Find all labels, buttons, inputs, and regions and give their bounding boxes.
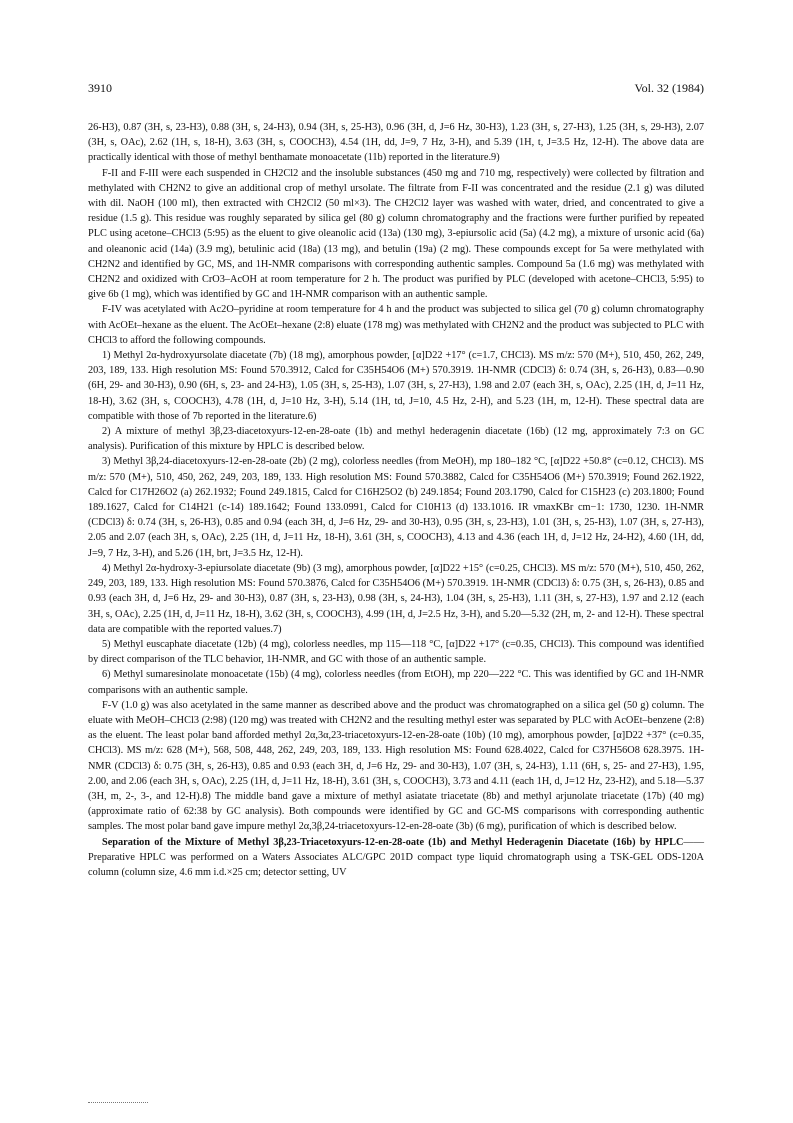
article-body [88, 120, 704, 880]
paragraph: 26-H3), 0.87 (3H, s, 23-H3), 0.88 (3H, s, 24-H3), 0.94 (3H, s, 25-H3), 0.96 (3H, d, J=6 Hz, 30-H3), 1.23 (3H, s, 27-H3), 1.25 (3H, s, 29-H3), 2.07 (3H, s, OAc), 2.62 (1H, s, 18-H), 3.63 (3H, s, COOCH3), 4.54 (1H, dd, J=9, 7 Hz, 3-H), and 5.39 (1H, t, J=3.5 Hz, 12-H). The above data are practically identical with those of methyl benthamate monoacetate (11b) reported in the literature.9) [88, 122, 704, 164]
page-number: 3910 [88, 81, 112, 95]
paragraph: 6) Methyl sumaresinolate monoacetate (15b) (4 mg), colorless needles (from EtOH), mp 220—222 °C. This was identified by GC and 1H-NMR comparisons with an authentic sample. [88, 669, 704, 696]
volume-label: Vol. 32 (1984) [634, 81, 704, 95]
paragraph: 5) Methyl euscaphate diacetate (12b) (4 mg), colorless needles, mp 115—118 °C, [α]D22 +17° (c=0.35, CHCl3). This compound was identified by direct comparison of the TLC behavior, 1H-NMR, and GC with those of an authentic sample. [88, 638, 704, 666]
footer-rule [88, 1102, 148, 1103]
section-paragraph [88, 835, 704, 881]
paragraph: 3) Methyl 3β,24-diacetoxyurs-12-en-28-oate (2b) (2 mg), colorless needles (from MeOH), mp 180–182 °C, [α]D22 +50.8° (c=0.12, CHCl3). MS m/z: 570 (M+), 510, 450, 262, 249, 203, 189, 133. High resolution MS: Found 570.3882, Calcd for C35H54O6 (M+) 570.3919; Found 262.1922, Calcd for C17H26O2 (a) 262.1932; Found 249.1815, Calcd for C16H25O2 (b) 249.1854; Found 203.1790, Calcd for C15H23 (c) 203.1800; Found 189.1627, Calcd for C14H21 (c-14) 189.1642; Found 133.0991, Calcd for C10H13 (d) 133.1016. IR νmaxKBr cm−1: 1730, 1230. 1H-NMR (CDCl3) δ: 0.74 (3H, s, 26-H3), 0.85 and 0.94 (each 3H, d, J=6 Hz, 29- and 30-H3), 0.95 (3H, s, 23-H3), 1.01 (3H, s, 25-H3), 1.07 (3H, s, 27-H3), 2.05 and 2.07 (each 3H, s, OAc), 2.25 (1H, d, J=11 Hz, 18-H), 3.61 (3H, s, COOCH3), 4.13 and 4.36 (each 1H, d, J=12 Hz, 24-H2), 4.60 (1H, dd, J=9, 7 Hz, 3-H), and 5.26 (1H, brt, J=3.5 Hz, 12-H). [88, 456, 704, 559]
paragraph: 4) Methyl 2α-hydroxy-3-epiursolate diacetate (9b) (3 mg), amorphous powder, [α]D22 +15° (c=0.25, CHCl3). MS m/z: 570 (M+), 510, 450, 262, 249, 203, 189, 133. High resolution MS: Found 570.3876, Calcd for C35H54O6 (M+) 570.3919. 1H-NMR (CDCl3) δ: 0.75 (3H, s, 26-H3), 0.85 and 0.93 (each 3H, d, J=6 Hz, 29- and 30-H3), 0.87 (3H, s, 23-H3), 0.98 (3H, s, 24-H3), 1.04 (3H, s, 25-H3), 1.11 (3H, s, 27-H3), 1.97 and 2.12 (each 3H, s, OAc), 2.25 (1H, d, J=11 Hz, 18-H), 3.62 (3H, s, COOCH3), 4.99 (1H, d, J=2.5 Hz, 3-H), and 5.20—5.32 (2H, m, 2- and 12-H). These spectral data are compatible with the reported values.7) [88, 562, 704, 635]
section-text: ——Preparative HPLC was performed on a Waters Associates ALC/GPC 201D compact type liquid chromatograph using a TSK-GEL ODS-120A column (column size, 4.6 mm i.d.×25 cm; detector setting, UV [88, 836, 704, 878]
paragraph: F-IV was acetylated with Ac2O–pyridine at room temperature for 4 h and the product was subjected to silica gel (70 g) column chromatography with AcOEt–hexane as the eluent. The AcOEt–hexane (2:8) eluate (178 mg) was methylated with CH2N2 and the product was subjected to PLC with CHCl3 to afford the following compounds. [88, 304, 704, 346]
paragraph: 2) A mixture of methyl 3β,23-diacetoxyurs-12-en-28-oate (1b) and methyl hederagenin diacetate (16b) (12 mg, approximately 7:3 on GC analysis). Purification of this mixture by HPLC is described below. [88, 426, 704, 453]
paragraph: F-II and F-III were each suspended in CH2Cl2 and the insoluble substances (450 mg and 710 mg, respectively) were collected by filtration and methylated with CH2N2 to give an additional crop of methyl ursolate. The filtrate from F-II was concentrated and the residue (2.1 g) was diluted with dil. NaOH (100 ml), then extracted with CH2Cl2 (50 ml×3). The CH2Cl2 layer was washed with water, dried, and concentrated to give a residue (1.5 g). This residue was roughly separated by silica gel (80 g) column chromatography and the fractions were further purified by repeated PLC using acetone–CHCl3 (5:95) as the eluent to give oleanolic acid (13a) (130 mg), 3-epiursolic acid (5a) (4.2 mg), a mixture of ursonic acid (6a) and oleanonic acid (14a) (3.9 mg), betulinic acid (18a) (13 mg), and betulin (19a) (2 mg). These compounds except for 5a were methylated with CH2N2 and identified by GC, MS, and 1H-NMR comparisons with corresponding authentic samples. Compound 5a (1.6 mg) was methylated with CH2N2 and oxidized with CrO3–AcOH at room temperature for 2 h. The product was purified by PLC (developed with acetone–CHCl3, 5:95) to give 6b (1 mg), which was identified by GC and 1H-NMR comparison with an authentic sample. [88, 167, 704, 301]
paragraph: 1) Methyl 2α-hydroxyursolate diacetate (7b) (18 mg), amorphous powder, [α]D22 +17° (c=1.7, CHCl3). MS m/z: 570 (M+), 510, 450, 262, 249, 203, 189, 133. High resolution MS: Found 570.3912, Calcd for C35H54O6 (M+) 570.3919. 1H-NMR (CDCl3) δ: 0.74 (3H, s, 26-H3), 0.83—0.90 (6H, 29- and 30-H3), 0.90 (6H, s, 23- and 24-H3), 1.05 (3H, s, 25-H3), 1.07 (3H, s, 27-H3), 1.98 and 2.07 (each 3H, s, OAc), 2.25 (1H, d, J=11 Hz, 18-H), 3.62 (3H, s, COOCH3), 4.78 (1H, d, J=10 Hz, 3-H), 5.14 (1H, td, J=10, 4.5 Hz, 2-H), and 5.23 (1H, m, 12-H). These spectral data are compatible with those of 7b reported in the literature.6) [88, 350, 704, 422]
section-heading: Separation of the Mixture of Methyl 3β,23-Triacetoxyurs-12-en-28-oate (1b) and Methyl Hederagenin Diacetate (16b) by HPLC [102, 836, 684, 848]
paragraph: F-V (1.0 g) was also acetylated in the same manner as described above and the product was chromatographed on a silica gel (50 g) column. The eluate with MeOH–CHCl3 (2:98) (120 mg) was treated with CH2N2 and the resulting methyl ester was separated by PLC with AcOEt–benzene (2:8) as the eluent. The least polar band afforded methyl 2α,3α,23-triacetoxyurs-12-en-28-oate (10b) (10 mg), amorphous powder, [α]D22 +37° (c=0.35, CHCl3). MS m/z: 628 (M+), 568, 508, 448, 262, 249, 203, 189, 133. High resolution MS: Found 628.4022, Calcd for C37H56O8 628.3975. 1H-NMR (CDCl3) δ: 0.75 (3H, s, 26-H3), 0.85 and 0.93 (each 3H, d, J=6 Hz, 29- and 30-H3), 1.07 (3H, s, 24-H3), 1.11 (6H, s, 25- and 27-H3), 1.95, 2.00, and 2.06 (each 3H, s, OAc), 2.25 (1H, d, J=11 Hz, 18-H), 3.61 (3H, s, COOCH3), 3.73 and 4.11 (each 1H, d, J=12 Hz, 23-H2), and 5.18—5.37 (3H, m, 2-, 3-, and 12-H).8) The middle band gave a mixture of methyl asiatate triacetate (8b) and methyl arjunolate triacetate (17b) (40 mg) (approximate ratio of 62:38 by GC analysis). Both compounds were identified by GC and GC-MS comparisons with corresponding authentic samples. The most polar band gave impure methyl 2α,3β,24-triacetoxyurs-12-en-28-oate (3b) (6 mg), purification of which is described below. [88, 699, 704, 833]
